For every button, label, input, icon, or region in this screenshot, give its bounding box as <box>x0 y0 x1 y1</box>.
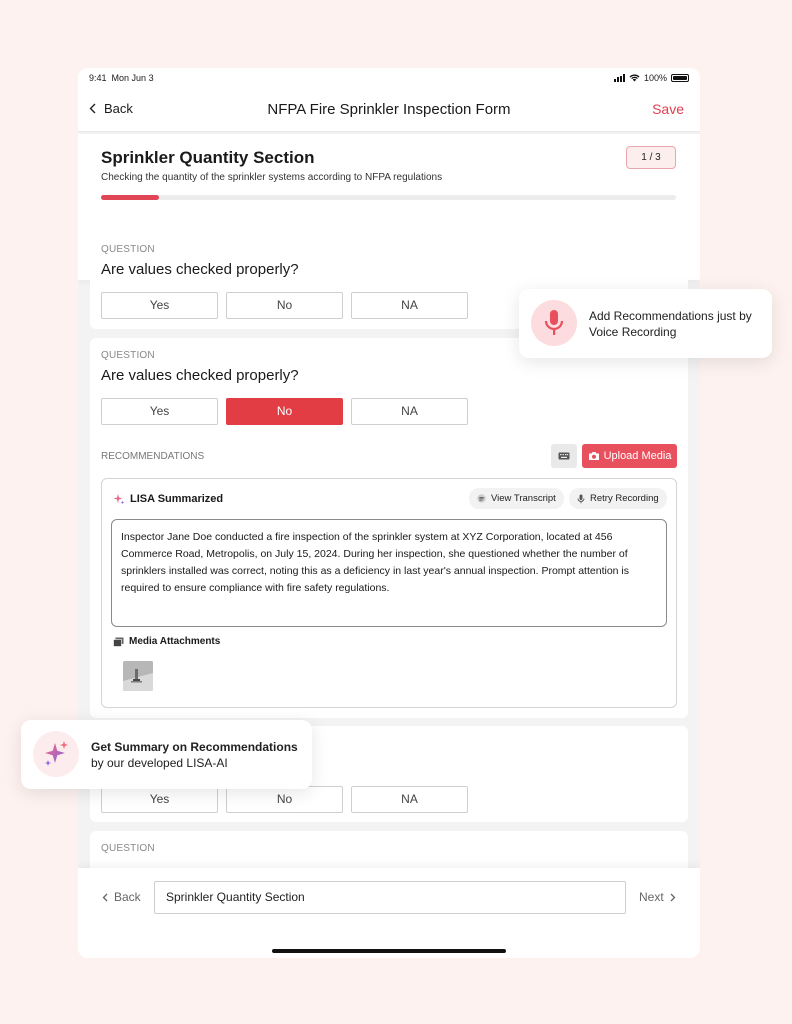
keyboard-icon <box>551 444 577 468</box>
summary-textarea[interactable]: Inspector Jane Doe conducted a fire inspection of the sprinkler system at XYZ Corporation, located at 456 Commerce Road, Metropolis, on July 15, 2024. During her inspection, she questioned whether the number of sprinklers installed was correct, noting this as a deficiency in last year's annual inspection. Prompt attention is required to ensure compliance with fire safety regulations. <box>111 519 667 627</box>
lisa-summary-title <box>113 493 223 505</box>
voice-callout-line2: Voice Recording <box>589 325 677 339</box>
chevron-right-icon <box>670 893 676 902</box>
lisa-title-text: LISA Summarized <box>130 493 224 505</box>
retry-recording-button[interactable] <box>569 488 667 509</box>
lisa-callout-line2: by our developed LISA-AI <box>91 756 228 770</box>
microphone-icon <box>544 309 564 337</box>
retry-recording-label: Retry Recording <box>590 493 659 504</box>
option-no[interactable]: No <box>226 292 343 319</box>
question-text: Are values checked properly? <box>101 367 299 384</box>
lisa-ai-callout <box>21 720 312 789</box>
section-subtitle: Checking the quantity of the sprinkler systems according to NFPA regulations <box>101 172 443 183</box>
bottom-back-label: Back <box>114 890 141 904</box>
option-na[interactable]: NA <box>351 292 468 319</box>
voice-callout-text <box>589 308 752 340</box>
section-page-badge: 1 / 3 <box>626 146 676 169</box>
status-bar <box>78 68 700 88</box>
option-yes[interactable]: Yes <box>101 786 218 813</box>
keyboard-button[interactable] <box>551 444 577 468</box>
wifi-icon <box>629 74 640 82</box>
next-section-button[interactable] <box>639 890 676 904</box>
option-na[interactable]: NA <box>351 786 468 813</box>
progress-fill <box>101 195 159 200</box>
media-attachments-label <box>113 636 220 647</box>
section-progress-bar <box>101 195 676 200</box>
option-no[interactable]: No <box>226 786 343 813</box>
home-indicator <box>272 949 506 953</box>
previous-section-button[interactable] <box>102 890 141 904</box>
mic-icon <box>577 494 585 504</box>
view-transcript-label: View Transcript <box>491 493 556 504</box>
back-label: Back <box>104 101 133 116</box>
sparkle-badge <box>33 731 79 777</box>
signal-icon <box>614 74 625 82</box>
bottom-navigation <box>78 868 700 958</box>
question-text: Are values checked properly? <box>101 261 299 278</box>
question-label: QUESTION <box>101 350 155 361</box>
question-label: QUESTION <box>101 843 155 854</box>
section-selector[interactable]: Sprinkler Quantity Section <box>154 881 626 914</box>
status-time <box>89 73 614 83</box>
option-no-selected[interactable]: No <box>226 398 343 425</box>
date-text: Mon Jun 3 <box>111 73 154 83</box>
time-text: 9:41 <box>89 73 107 83</box>
media-thumbnail[interactable] <box>123 661 153 691</box>
option-na[interactable]: NA <box>351 398 468 425</box>
bottom-next-label: Next <box>639 890 664 904</box>
lisa-summary-box <box>101 478 677 708</box>
media-label-text: Media Attachments <box>129 636 221 647</box>
question-label: QUESTION <box>101 244 155 255</box>
page-title: NFPA Fire Sprinkler Inspection Form <box>267 101 511 118</box>
view-transcript-button[interactable] <box>469 488 564 509</box>
option-yes[interactable]: Yes <box>101 292 218 319</box>
lisa-callout-text <box>91 739 298 771</box>
battery-percent: 100% <box>643 73 667 83</box>
camera-icon <box>588 451 600 461</box>
sprinkler-photo-icon <box>123 661 153 691</box>
gallery-icon <box>113 637 124 647</box>
option-yes[interactable]: Yes <box>101 398 218 425</box>
upload-media-label: Upload Media <box>603 450 672 462</box>
section-title: Sprinkler Quantity Section <box>101 148 315 167</box>
chevron-left-icon <box>102 893 108 902</box>
sparkle-icon <box>113 493 125 505</box>
recommendations-label: RECOMMENDATIONS <box>101 451 205 462</box>
ai-sparkle-icon <box>41 739 71 769</box>
voice-callout-line1: Add Recommendations just by <box>589 309 752 323</box>
save-button[interactable]: Save <box>652 101 684 117</box>
lisa-callout-line1: Get Summary on Recommendations <box>91 740 298 754</box>
tablet-frame <box>78 68 700 958</box>
question-card-2 <box>90 338 688 718</box>
voice-recording-callout <box>519 289 772 358</box>
status-icons <box>614 73 689 83</box>
battery-icon <box>671 74 689 82</box>
transcript-icon <box>477 494 486 503</box>
mic-badge <box>531 300 577 346</box>
nav-bar <box>78 88 700 132</box>
upload-media-button[interactable] <box>582 444 677 468</box>
